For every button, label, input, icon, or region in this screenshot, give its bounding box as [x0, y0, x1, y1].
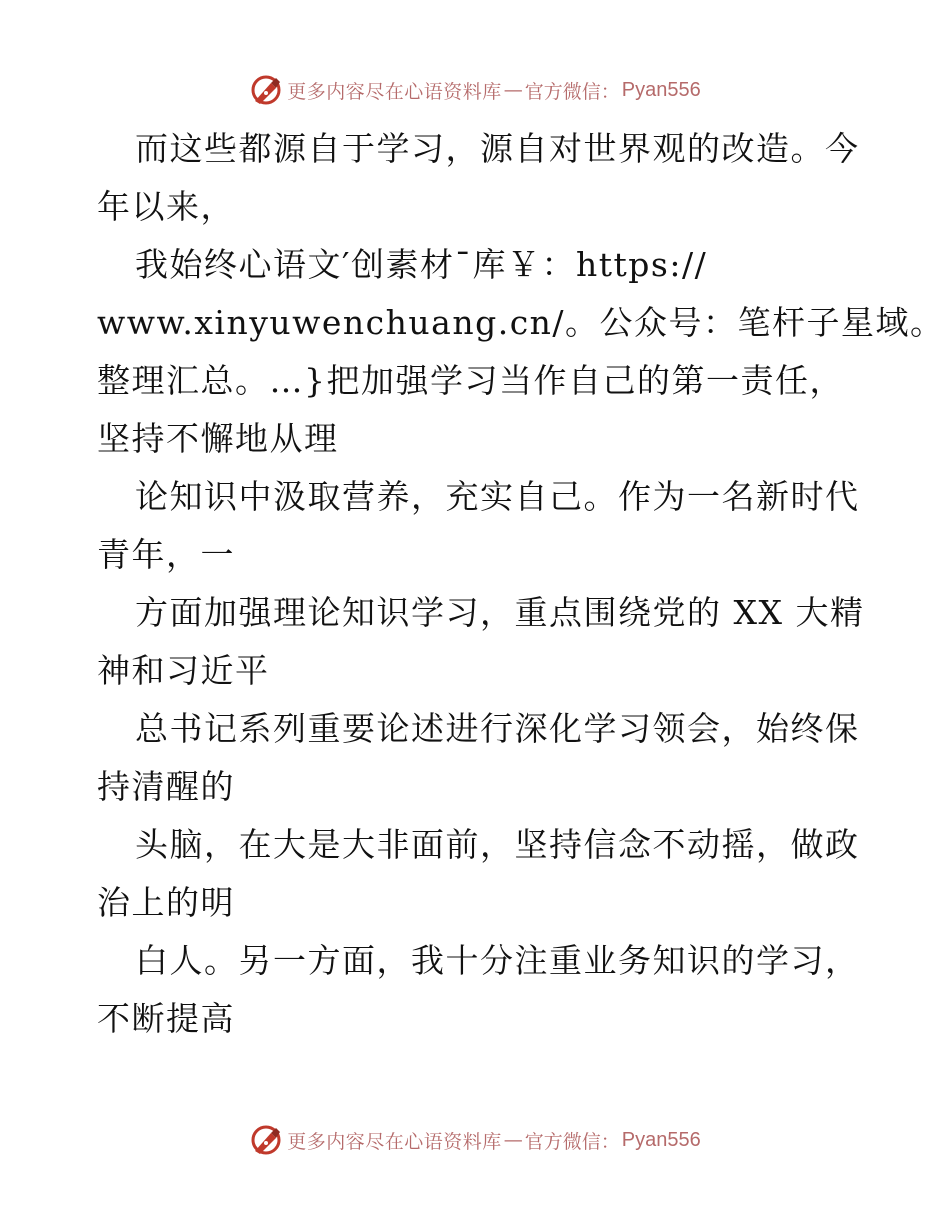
banner-separator: — — [503, 79, 523, 101]
body-line: 方面加强理论知识学习，重点围绕党的 XX 大精 — [135, 593, 865, 632]
banner-wechat-handle: Pyan556 — [621, 78, 701, 101]
banner-wechat-handle: Pyan556 — [621, 1128, 701, 1151]
body-line: 持清醒的 — [97, 767, 235, 806]
body-line: 论知识中汲取营养，充实自己。作为一名新时代 — [135, 477, 860, 516]
body-line: 年以来， — [97, 187, 235, 226]
banner-slogan: 更多内容尽在心语资料库 — [287, 1130, 502, 1153]
header-banner — [0, 70, 950, 110]
document-body — [97, 120, 945, 1048]
footer-banner — [0, 1120, 950, 1160]
banner-wechat-label: 官方微信： — [524, 1130, 620, 1153]
body-line: 头脑，在大是大非面前，坚持信念不动摇，做政 — [135, 825, 860, 864]
body-line: 整理汇总。…}把加强学习当作自己的第一责任， — [97, 361, 844, 400]
body-line: 青年，一 — [97, 535, 235, 574]
pen-nib-logo-icon — [249, 1123, 283, 1157]
body-line: 不断提高 — [97, 999, 235, 1038]
banner-wechat-label: 官方微信： — [524, 80, 620, 103]
body-line: 我始终心语文′创素材¯库￥：https:// — [135, 245, 708, 284]
banner-separator: — — [503, 1129, 523, 1151]
body-line: 而这些都源自于学习，源自对世界观的改造。今 — [135, 129, 860, 168]
body-line: 总书记系列重要论述进行深化学习领会，始终保 — [135, 709, 860, 748]
body-line: 坚持不懈地从理 — [97, 419, 339, 458]
body-line: www.xinyuwenchuang.cn/。公众号：笔杆子星域。 — [97, 303, 945, 342]
pen-nib-logo-icon — [249, 73, 283, 107]
banner-slogan: 更多内容尽在心语资料库 — [287, 80, 502, 103]
body-line: 治上的明 — [97, 883, 235, 922]
body-line: 神和习近平 — [97, 651, 270, 690]
body-line: 白人。另一方面，我十分注重业务知识的学习， — [135, 941, 860, 980]
